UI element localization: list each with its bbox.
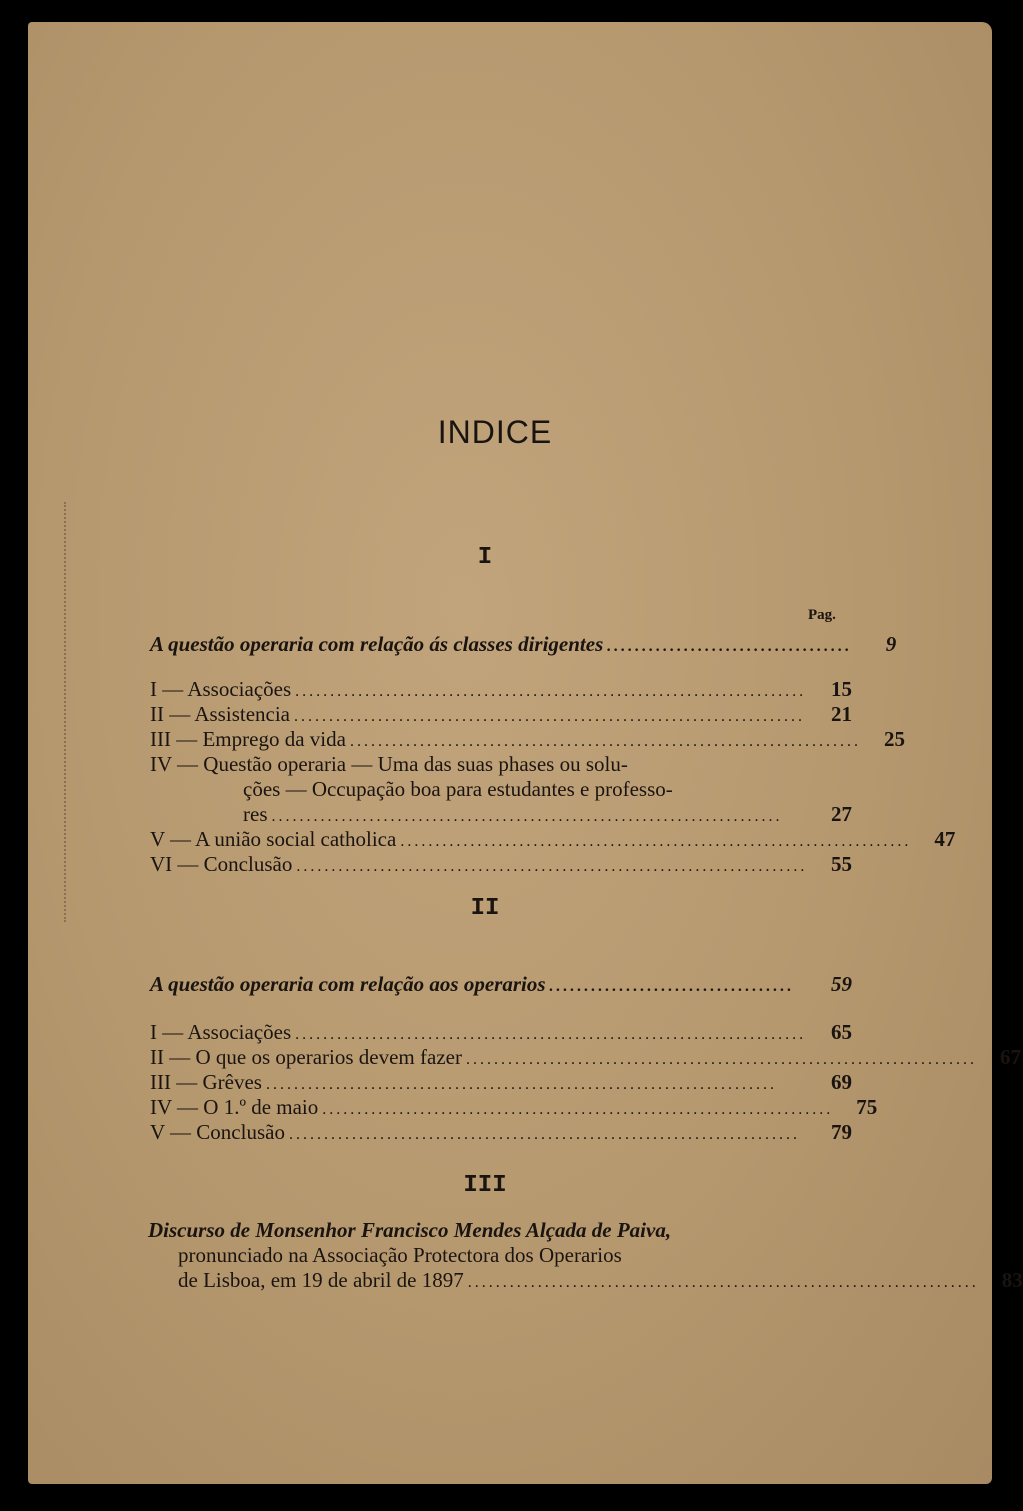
dot-leader: ......................................................................... [288, 1126, 800, 1143]
index-title: INDICE [437, 414, 553, 450]
entry-label: IV — O 1.º de maio [150, 1095, 319, 1119]
dot-leader: ......................................................................... [467, 1274, 979, 1291]
toc-entry[interactable] [150, 827, 956, 851]
entry-label: III — Grêves [150, 1070, 262, 1094]
heading-text: A questão operaria com relação aos operarios [150, 972, 546, 996]
page-number: 75 [856, 1095, 878, 1119]
dot-leader: ................................... [549, 978, 795, 995]
book-page [28, 22, 1023, 1484]
section-numeral-3: III [463, 1172, 507, 1199]
dot-leader: ......................................................................... [265, 1076, 777, 1093]
toc-entry-line[interactable]: IV — Questão operaria — Uma das suas phases ou solu- [150, 752, 628, 776]
page-number: 9 [885, 632, 897, 656]
page-number: 67 [999, 1045, 1021, 1069]
dot-leader: ......................................................................... [349, 733, 861, 750]
toc-entry[interactable] [150, 1095, 878, 1119]
toc-entry[interactable] [150, 1120, 852, 1144]
discourse-line-2: pronunciado na Associação Protectora dos Operarios [178, 1243, 622, 1267]
page-number: 55 [831, 852, 852, 876]
dot-leader: ......................................................................... [295, 1026, 807, 1043]
toc-entry-continuation: ções — Occupação boa para estudantes e professo- [243, 777, 673, 801]
dot-leader: ......................................................................... [296, 858, 808, 875]
dot-leader: ......................................................................... [465, 1051, 977, 1068]
entry-label: de Lisboa, em 19 de abril de 1897 [178, 1268, 464, 1292]
toc-entry[interactable] [150, 1020, 852, 1044]
toc-entry[interactable] [150, 852, 852, 876]
entry-label: VI — Conclusão [150, 852, 293, 876]
toc-entry-continuation[interactable] [243, 802, 852, 826]
page-number: 79 [831, 1120, 852, 1144]
entry-label: V — Conclusão [150, 1120, 285, 1144]
section-numeral-1: I [477, 544, 493, 571]
dot-leader: ......................................................................... [400, 833, 912, 850]
page-number: 83 [1001, 1268, 1023, 1292]
entry-label: V — A união social catholica [150, 827, 397, 851]
toc-entry[interactable] [150, 1070, 852, 1094]
entry-label: I — Associações [150, 677, 292, 701]
toc-entry[interactable] [150, 702, 852, 726]
page-number: 69 [831, 1070, 852, 1094]
entry-label: II — O que os operarios devem fazer [150, 1045, 462, 1069]
dot-leader: ......................................................................... [271, 808, 783, 825]
page-number: 25 [883, 727, 905, 751]
toc-entry[interactable] [150, 1045, 1021, 1069]
dot-leader: ................................... [607, 638, 853, 655]
page-number: 65 [831, 1020, 852, 1044]
section-numeral-2: II [470, 895, 500, 922]
page-number: 47 [934, 827, 956, 851]
page-number: 59 [831, 972, 852, 996]
toc-entry[interactable] [150, 727, 905, 751]
toc-entry-discourse[interactable] [178, 1268, 1023, 1292]
entry-label: I — Associações [150, 1020, 292, 1044]
page-number: 21 [831, 702, 852, 726]
entry-label: II — Assistencia [150, 702, 290, 726]
heading-text: A questão operaria com relação ás classes dirigentes [150, 632, 604, 656]
toc-heading-1[interactable] [150, 632, 897, 656]
dot-leader: ......................................................................... [295, 683, 807, 700]
discourse-line-1: Discurso de Monsenhor Francisco Mendes Alçada de Paiva, [148, 1218, 672, 1242]
page-number: 27 [831, 802, 852, 826]
dot-leader: ......................................................................... [294, 708, 805, 725]
toc-heading-2[interactable] [150, 972, 852, 996]
entry-label: res [243, 802, 268, 826]
page-column-label: Pag. [808, 607, 836, 623]
toc-entry[interactable] [150, 677, 852, 701]
entry-label: III — Emprego da vida [150, 727, 346, 751]
page-number: 15 [831, 677, 852, 701]
dot-leader: ......................................................................... [322, 1101, 834, 1118]
